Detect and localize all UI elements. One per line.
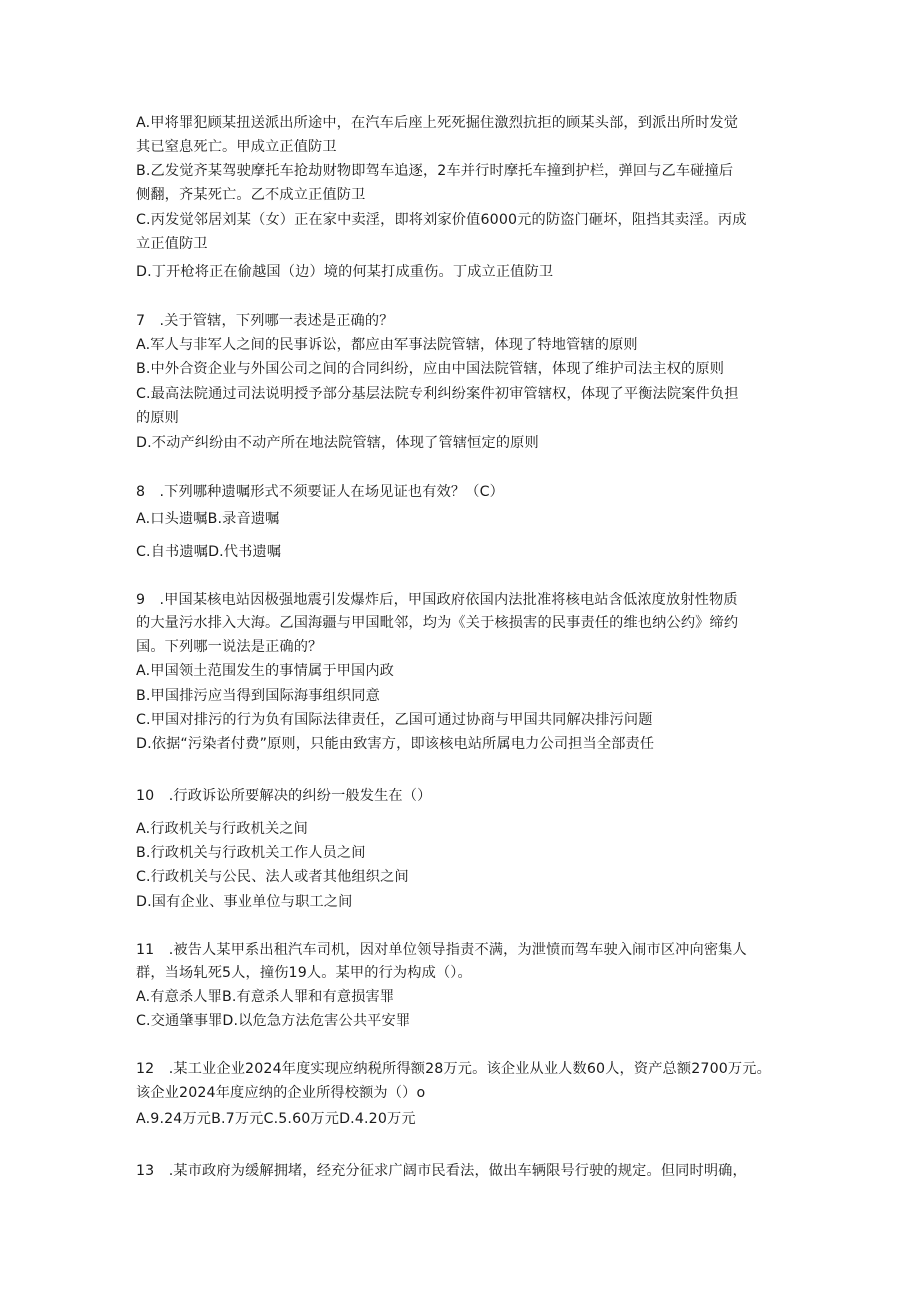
text-line: A.有意杀人罪B.有意杀人罪和有意损害罪 <box>136 989 395 1005</box>
text-line: 其已窒息死亡。甲成立正值防卫 <box>136 139 337 155</box>
text-line: A.甲将罪犯顾某扭送派出所途中，在汽车后座上死死掘住激烈抗拒的顾某头部，到派出所时发觉 <box>136 115 739 131</box>
text-line: 国。下列哪一说法是正确的？ <box>136 639 323 655</box>
question-heading: 9 .甲国某核电站因极强地震引发爆炸后，甲国政府依国内法批准将核电站含低浓度放射性物质 <box>136 592 738 608</box>
text-line: A.9.24万元B.7万元C.5.60万元D.4.20万元 <box>136 1111 416 1127</box>
question-heading: 7 .关于管辖，下列哪一表述是正确的？ <box>136 313 394 329</box>
question-heading: 12 .某工业企业2024年度实现应纳税所得额28万元。该企业从业人数60人，资产总额2700万元。 <box>136 1061 771 1077</box>
text-line: A.行政机关与行政机关之间 <box>136 821 308 837</box>
text-line: C.行政机关与公民、法人或者其他组织之间 <box>136 869 409 885</box>
question-heading: 8 .下列哪种遗嘱形式不须要证人在场见证也有效？（C） <box>136 484 504 500</box>
text-line: A.甲国领土范围发生的事情属于甲国内政 <box>136 663 395 679</box>
text-line: 的原则 <box>136 410 180 426</box>
text-line: 该企业2024年度应纳的企业所得校额为（）o <box>136 1085 426 1101</box>
text-line: 侧翻，齐某死亡。乙不成立正值防卫 <box>136 187 366 203</box>
text-line: 的大量污水排入大海。乙国海疆与甲国毗邻，均为《关于核损害的民事责任的维也纳公约》缔约 <box>136 615 739 631</box>
question-heading: 10 .行政诉讼所要解决的纠纷一般发生在（） <box>136 788 432 804</box>
text-line: C.最高法院通过司法说明授予部分基层法院专利纠纷案件初审管辖权，体现了平衡法院案件负担 <box>136 386 739 402</box>
text-line: C.交通肇事罪D.以危急方法危害公共平安罪 <box>136 1013 411 1029</box>
text-line: B.甲国排污应当得到国际海事组织同意 <box>136 688 380 704</box>
text-line: 群，当场轧死5人，撞伤19人。某甲的行为构成（）。 <box>136 965 472 981</box>
text-line: A.军人与非军人之间的民事诉讼，都应由军事法院管辖，体现了特地管辖的原则 <box>136 337 638 353</box>
text-line: C.丙发觉邻居刘某（女）正在家中卖淫，即将刘家价值6000元的防盗门砸坏，阻挡其卖淫。丙成 <box>136 212 747 228</box>
question-heading: 13 .某市政府为缓解拥堵，经充分征求广阔市民看法，做出车辆限号行驶的规定。但同时明确， <box>136 1163 747 1179</box>
text-line: B.中外合资企业与外国公司之间的合同纠纷，应由中国法院管辖，体现了维护司法主权的原则 <box>136 361 725 377</box>
text-line: B.行政机关与行政机关工作人员之间 <box>136 845 366 861</box>
text-line: D.不动产纠纷由不动产所在地法院管辖，体现了管辖恒定的原则 <box>136 435 539 451</box>
text-line: C.自书遗嘱D.代书遗嘱 <box>136 544 282 560</box>
text-line: D.丁开枪将正在偷越国（边）境的何某打成重伤。丁成立正值防卫 <box>136 264 554 280</box>
text-line: A.口头遗嘱B.录音遗嘱 <box>136 511 280 527</box>
text-line: B.乙发觉齐某驾驶摩托车抢劫财物即驾车追逐，2车并行时摩托车撞到护栏，弹回与乙车碰撞后 <box>136 163 734 179</box>
question-heading: 11 .被告人某甲系出租汽车司机，因对单位领导指责不满，为泄愤而驾车驶入闹市区冲向密集人 <box>136 942 747 958</box>
text-line: C.甲国对排污的行为负有国际法律责任，乙国可通过协商与甲国共同解决排污问题 <box>136 712 653 728</box>
text-line: 立正值防卫 <box>136 236 208 252</box>
text-line: D.依据“污染者付费”原则，只能由致害方，即该核电站所属电力公司担当全部责任 <box>136 736 655 752</box>
text-line: D.国有企业、事业单位与职工之间 <box>136 894 353 910</box>
